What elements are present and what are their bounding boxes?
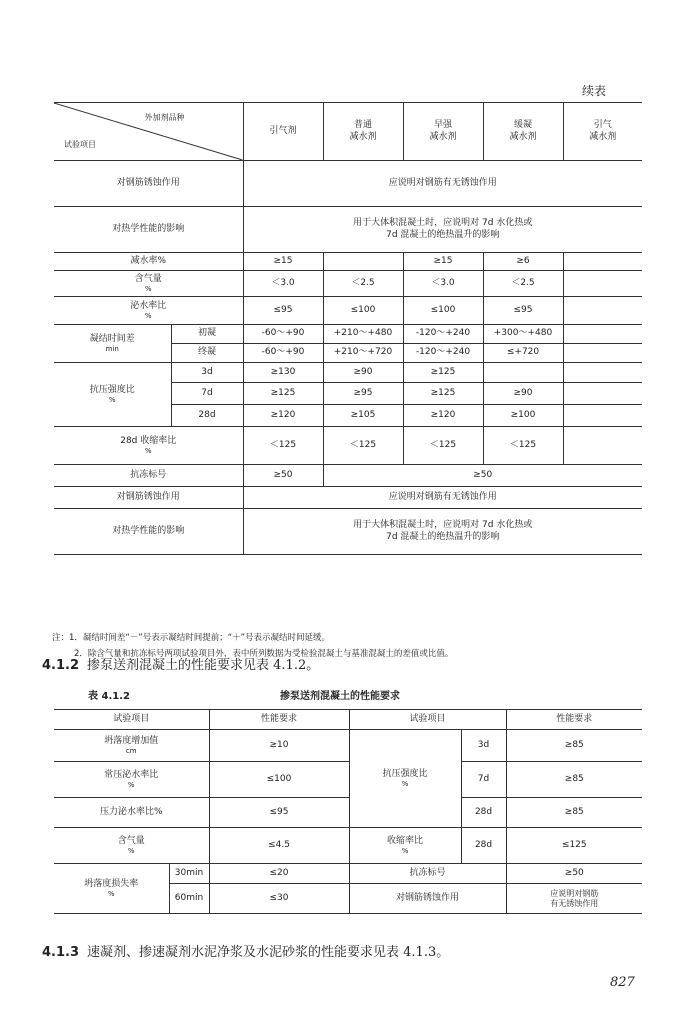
cell: ≤125 (506, 828, 642, 864)
cell: +210～+720 (323, 344, 403, 363)
col-header: 引气 减水剂 (563, 103, 642, 161)
col-header: 性能要求 (209, 710, 349, 730)
row-label (54, 864, 169, 914)
row-label (54, 828, 209, 864)
sub-label: 3d (461, 730, 506, 762)
row-label (54, 427, 243, 465)
note-1: 注：1．凝结时间差“－”号表示凝结时间提前；“＋”号表示凝结时间延缓。 (52, 633, 331, 643)
slump-inc-label: 坍落度增加值 (104, 735, 159, 746)
row-label: 抗冻标号 (349, 864, 506, 884)
cell: ≤4.5 (209, 828, 349, 864)
setting-label: 凝结时间差 (89, 333, 135, 344)
cell: ＜3.0 (403, 271, 483, 297)
cell: ≥90 (483, 383, 563, 405)
cell: -120～+240 (403, 325, 483, 344)
row-label: 抗冻标号 (54, 465, 243, 487)
cell: ≥85 (506, 730, 642, 762)
cell: -60～+90 (243, 344, 323, 363)
shrink2-unit: % (401, 846, 409, 855)
cell: ≥100 (483, 405, 563, 427)
shrink-label: 28d 收缩率比 (120, 435, 177, 446)
cell: ≤95 (483, 297, 563, 325)
section-4-1-3 (42, 941, 449, 960)
cell: ≥130 (243, 363, 323, 383)
row-label (54, 730, 209, 762)
cell: ＜3.0 (243, 271, 323, 297)
row-label: 对钢筋锈蚀作用 (54, 161, 243, 207)
slump-keep-unit: % (107, 889, 115, 898)
cell (563, 271, 642, 297)
cell: ＜125 (323, 427, 403, 465)
cell: ≥50 (323, 465, 642, 487)
cell: ＜125 (403, 427, 483, 465)
row-label (349, 730, 461, 828)
shrink-unit: % (144, 446, 152, 455)
cell: ≥105 (323, 405, 403, 427)
row-label: 对热学性能的影响 (54, 509, 243, 555)
col-header: 缓凝 减水剂 (483, 103, 563, 161)
cell: ≥50 (243, 465, 323, 487)
col-header: 性能要求 (506, 710, 642, 730)
sub-label: 7d (461, 762, 506, 798)
cell: ≤+720 (483, 344, 563, 363)
page-number: 827 (610, 975, 635, 990)
cell: ≥125 (403, 363, 483, 383)
cell (483, 363, 563, 383)
row-value: 应说明对钢筋有无锈蚀作用 (243, 161, 642, 207)
row-label: 对钢筋锈蚀作用 (54, 487, 243, 509)
row-label (54, 271, 243, 297)
cell: ≥15 (403, 253, 483, 271)
section-text: 掺泵送剂混凝土的性能要求见表 4.1.2。 (87, 658, 320, 673)
continued-label: 续表 (581, 84, 606, 98)
cell: ≥50 (506, 864, 642, 884)
sub-label: 初凝 (171, 325, 243, 344)
cell: ＜2.5 (483, 271, 563, 297)
strength-unit: % (108, 395, 116, 404)
cell: +210～+480 (323, 325, 403, 344)
row-label: 对钢筋锈蚀作用 (349, 884, 506, 914)
cell: ≥90 (323, 363, 403, 383)
row-label (54, 762, 209, 798)
strength2-label: 抗压强度比 (382, 768, 428, 779)
air2-unit: % (127, 846, 135, 855)
strength2-unit: % (401, 779, 409, 788)
row-label (349, 828, 461, 864)
cell: ＜125 (243, 427, 323, 465)
air-unit: % (144, 284, 152, 293)
cell: ≤100 (403, 297, 483, 325)
cell: ≤95 (243, 297, 323, 325)
cell: -60～+90 (243, 325, 323, 344)
bleed-label: 泌水率比 (130, 300, 167, 311)
col-header: 引气剂 (243, 103, 323, 161)
sub-label: 28d (171, 405, 243, 427)
cell: ≤20 (209, 864, 349, 884)
sub-label: 28d (461, 798, 506, 828)
row-value: 应说明对钢筋有无锈蚀作用 (243, 487, 642, 509)
cell (563, 363, 642, 383)
row-label: 压力泌水率比% (54, 798, 209, 828)
setting-unit: min (105, 344, 119, 353)
section-number: 4.1.3 (42, 945, 80, 960)
col-header: 试验项目 (349, 710, 506, 730)
cell: ≥120 (403, 405, 483, 427)
sub-label: 3d (171, 363, 243, 383)
cell: +300～+480 (483, 325, 563, 344)
col-header: 试验项目 (54, 710, 209, 730)
cell: ≥6 (483, 253, 563, 271)
section-text: 速凝剂、掺速凝剂水泥净浆及水泥砂浆的性能要求见表 4.1.3。 (87, 945, 450, 960)
cell (563, 344, 642, 363)
sub-label: 28d (461, 828, 506, 864)
cell: ≥15 (243, 253, 323, 271)
diag-bottom-label: 试验项目 (64, 140, 96, 149)
slump-inc-unit: cm (125, 746, 137, 755)
note-2: 2．除含气量和抗冻标号两项试验项目外，表中所列数据为受检验混凝土与基准混凝土的差值或比值。 (74, 649, 454, 660)
cell: ≤100 (209, 762, 349, 798)
cell: ≤95 (209, 798, 349, 828)
pumping-agent-table (54, 709, 642, 914)
diagonal-header-cell (54, 103, 243, 161)
col-header: 普通 减水剂 (323, 103, 403, 161)
shrink2-label: 收缩率比 (387, 835, 424, 846)
cell (563, 297, 642, 325)
strength-label: 抗压强度比 (89, 384, 135, 395)
cell: -120～+240 (403, 344, 483, 363)
table-number: 表 4.1.2 (88, 691, 130, 702)
row-label (54, 363, 171, 427)
cell: ≥125 (243, 383, 323, 405)
row-label (54, 297, 243, 325)
cell: ≥10 (209, 730, 349, 762)
sub-label: 终凝 (171, 344, 243, 363)
section-number: 4.1.2 (42, 658, 80, 673)
sub-label: 7d (171, 383, 243, 405)
bleed2-label: 常压泌水率比 (104, 769, 159, 780)
cell (563, 383, 642, 405)
sub-label: 60min (169, 884, 209, 914)
row-value: 用于大体积混凝土时，应说明对 7d 水化热或 7d 混凝土的绝热温升的影响 (243, 509, 642, 555)
col-header: 早强 减水剂 (403, 103, 483, 161)
sub-label: 30min (169, 864, 209, 884)
cell (323, 253, 403, 271)
cell (563, 427, 642, 465)
bleed2-unit: % (127, 780, 135, 789)
cell: ≥85 (506, 798, 642, 828)
air-label: 含气量 (134, 273, 162, 284)
cell (563, 405, 642, 427)
admixture-performance-table (54, 102, 642, 555)
cell: ≥125 (403, 383, 483, 405)
row-value: 用于大体积混凝土时，应说明对 7d 水化热或 7d 混凝土的绝热温升的影响 (243, 207, 642, 253)
cell (563, 325, 642, 344)
air2-label: 含气量 (117, 835, 145, 846)
cell: 应说明对钢筋 有无锈蚀作用 (506, 884, 642, 914)
bleed-unit: % (144, 311, 152, 320)
table-title: 掺泵送剂混凝土的性能要求 (280, 691, 400, 702)
cell: ≤100 (323, 297, 403, 325)
cell: ≥85 (506, 762, 642, 798)
row-label (54, 325, 171, 363)
cell: ＜2.5 (323, 271, 403, 297)
cell: ≥120 (243, 405, 323, 427)
cell: ≤30 (209, 884, 349, 914)
slump-keep-label: 坍落度损失率 (84, 878, 139, 889)
cell: ＜125 (483, 427, 563, 465)
cell: ≥95 (323, 383, 403, 405)
row-label: 减水率% (54, 253, 243, 271)
diag-top-label: 外加剂品种 (144, 113, 185, 122)
row-label: 对热学性能的影响 (54, 207, 243, 253)
section-4-1-2 (42, 654, 319, 673)
cell (563, 253, 642, 271)
